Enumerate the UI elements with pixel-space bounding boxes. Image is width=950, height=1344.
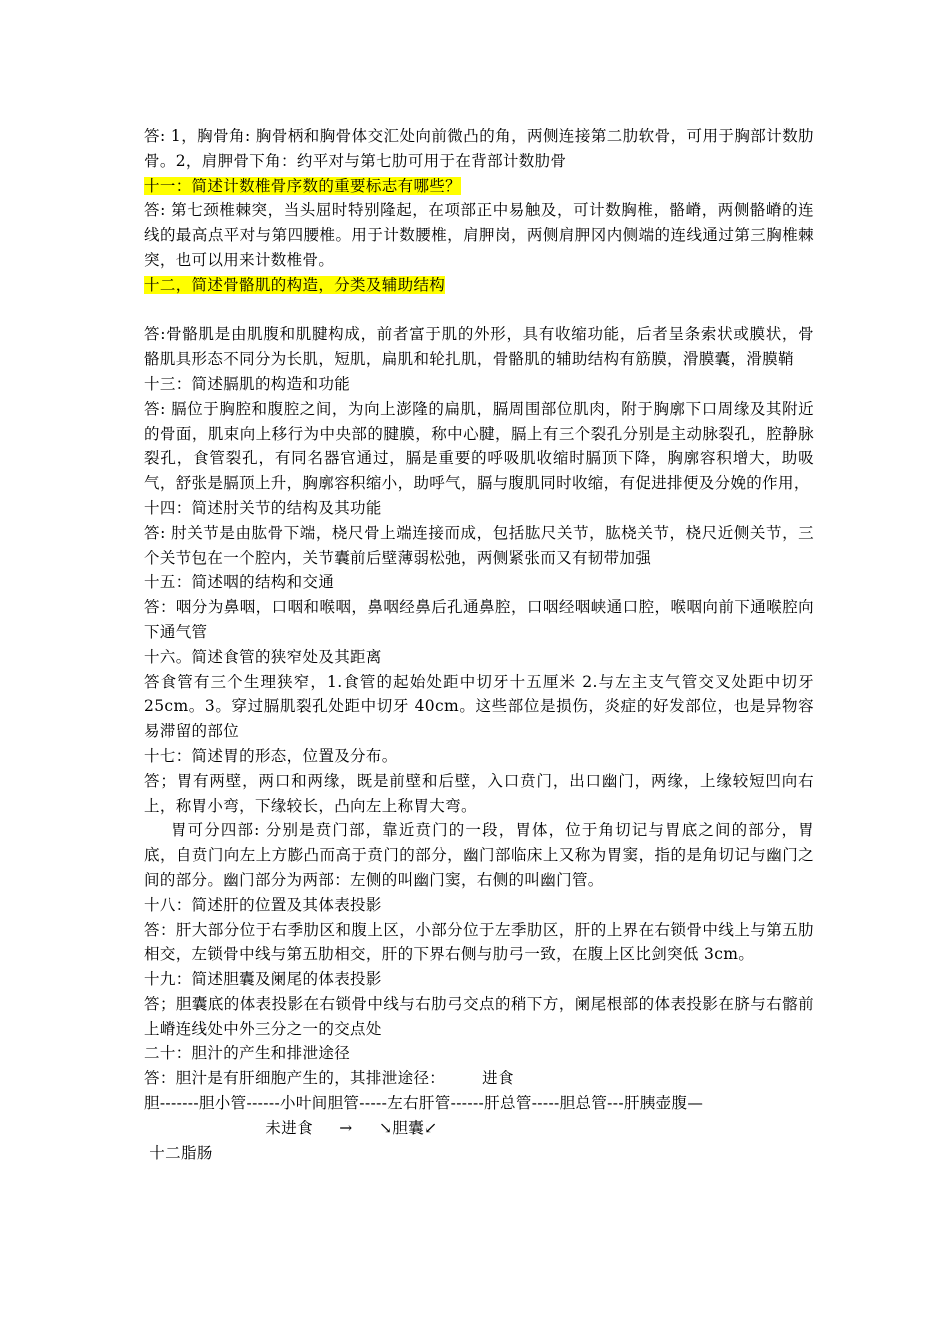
question-20-heading: 二十：胆汁的产生和排泄途径 bbox=[144, 1044, 351, 1063]
blank-line bbox=[144, 298, 814, 323]
answer-16: 答食管有三个生理狭窄，1.食管的起始处距中切牙十五厘米 2.与左主支气管交叉处距中切牙25cm。3。穿过膈肌裂孔处距中切牙 40cm。这些部位是损伤，炎症的好发部位，也是异物容易滞留的部位 bbox=[144, 672, 814, 741]
question-18-heading: 十八：简述肝的位置及其体表投影 bbox=[144, 895, 382, 914]
bile-flow-line-3: 未进食 → ↘胆囊↙ bbox=[144, 1118, 438, 1137]
answer-15: 答：咽分为鼻咽，口咽和喉咽，鼻咽经鼻后孔通鼻腔，口咽经咽峡通口腔，喉咽向前下通喉腔向下通气管 bbox=[144, 598, 814, 641]
question-12-heading: 十二，简述骨骼肌的构造，分类及辅助结构 bbox=[144, 275, 446, 294]
question-17-heading: 十七：简述胃的形态，位置及分布。 bbox=[144, 746, 398, 765]
answer-13: 答: 膈位于胸腔和腹腔之间，为向上澎隆的扁肌，膈周围部位肌肉，附于胸廓下口周缘及其附近的骨面，肌束向上移行为中央部的腱膜，称中心腱，膈上有三个裂孔分别是主动脉裂孔，腔静脉裂孔，食管裂孔，有同名器官通过，膈是重要的呼吸肌收缩时膈顶下降，胸廓容积增大，助吸气，舒张是膈顶上升，胸廓容积缩小，助呼气，膈与腹肌同时收缩，有促进排便及分娩的作用， bbox=[144, 399, 814, 493]
answer-12: 答:骨骼肌是由肌腹和肌腱构成，前者富于肌的外形，具有收缩功能，后者呈条索状或膜状，骨骼肌具形态不同分为长肌，短肌，扁肌和轮扎肌，骨骼肌的辅助结构有筋膜，滑膜囊，滑膜鞘 bbox=[144, 325, 814, 369]
answer-10: 答: 1，胸骨角: 胸骨柄和胸骨体交汇处向前微凸的角，两侧连接第二肋软骨，可用于胸部计数肋骨。2，肩胛骨下角：约平对与第七肋可用于在背部计数肋骨 bbox=[144, 127, 814, 170]
bile-flow-line-4: 十二脂肠 bbox=[144, 1143, 213, 1162]
question-14-heading: 十四：简述肘关节的结构及其功能 bbox=[144, 498, 382, 517]
answer-17: 答；胃有两壁，两口和两缘，既是前壁和后壁，入口贲门，出口幽门，两缘，上缘较短凹向右上，称胃小弯，下缘较长，凸向左上称胃大弯。 bbox=[144, 771, 814, 815]
bile-flow-line-1: 答：胆汁是有肝细胞产生的，其排泄途径： 进食 bbox=[144, 1069, 514, 1088]
bile-flow-line-2: 胆-------胆小管------小叶间胆管-----左右肝管------肝总管-----胆总管---肝胰壶腹— bbox=[144, 1094, 704, 1113]
question-13-heading: 十三：简述膈肌的构造和功能 bbox=[144, 374, 351, 393]
document-body bbox=[144, 124, 814, 1165]
question-15-heading: 十五：简述咽的结构和交通 bbox=[144, 573, 335, 592]
question-11-heading: 十一：简述计数椎骨序数的重要标志有哪些？ bbox=[144, 176, 462, 195]
answer-19: 答；胆囊底的体表投影在右锁骨中线与右肋弓交点的稍下方，阑尾根部的体表投影在脐与右髂前上嵴连线处中外三分之一的交点处 bbox=[144, 994, 814, 1038]
answer-14: 答: 肘关节是由肱骨下端，桡尺骨上端连接而成，包括肱尺关节，肱桡关节，桡尺近侧关节，三个关节包在一个腔内，关节囊前后壁薄弱松弛，两侧紧张而又有韧带加强 bbox=[144, 523, 814, 567]
answer-18: 答：肝大部分位于右季肋区和腹上区，小部分位于左季肋区，肝的上界在右锁骨中线上与第五肋相交，左锁骨中线与第五肋相交，肝的下界右侧与肋弓一致，在腹上区比剑突低 3cm。 bbox=[144, 920, 814, 964]
question-16-heading: 十六。简述食管的狭窄处及其距离 bbox=[144, 647, 382, 666]
answer-17-continued: 胃可分四部: 分别是贲门部，靠近贲门的一段，胃体，位于角切记与胃底之间的部分，胃底，自贲门向左上方膨凸而高于贲门的部分，幽门部临床上又称为胃窦，指的是角切记与幽门之间的部分。幽门部分为两部：左侧的叫幽门窦，右侧的叫幽门管。 bbox=[144, 821, 814, 889]
answer-11: 答: 第七颈椎棘突，当头屈时特别隆起，在项部正中易触及，可计数胸椎，骼嵴，两侧骼嵴的连线的最高点平对与第四腰椎。用于计数腰椎，肩胛岗，两侧肩胛冈内侧端的连线通过第三胸椎棘突，也可以用来计数椎骨。 bbox=[144, 201, 814, 269]
question-19-heading: 十九：简述胆囊及阑尾的体表投影 bbox=[144, 970, 382, 989]
